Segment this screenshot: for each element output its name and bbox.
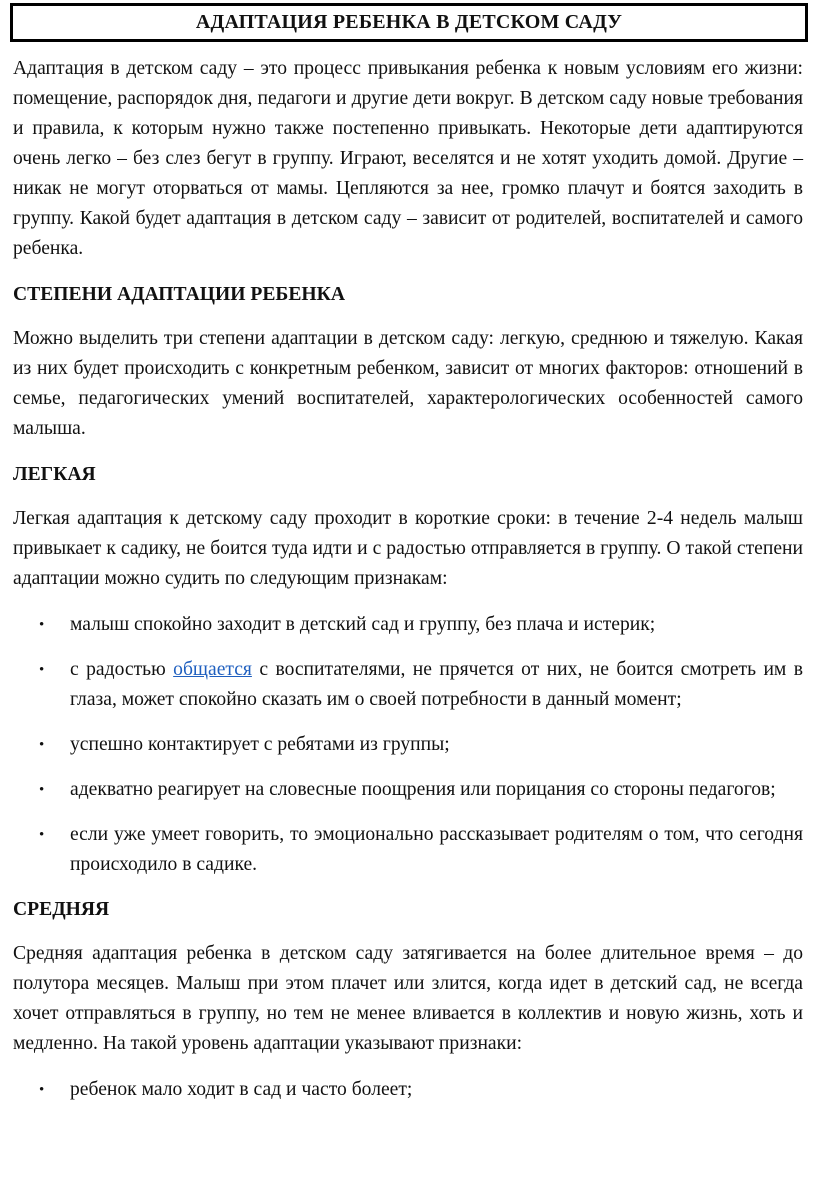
bullet-icon: •	[39, 662, 45, 678]
list-item	[13, 775, 803, 805]
list-item	[13, 820, 803, 880]
medium-paragraph: Средняя адаптация ребенка в детском саду затягивается на более длительное время – до полутора месяцев. Малыш при этом плачет или злится, когда идет в детский сад, не всегда хочет отправляться в группу, но тем не менее вливается в коллектив и новую жизнь, хоть и медленно. На такой уровень адаптации указывают признаки:	[13, 943, 803, 1054]
degrees-paragraph: Можно выделить три степени адаптации в детском саду: легкую, среднюю и тяжелую. Какая из них будет происходить с конкретным ребенком, зависит от многих факторов: отношений в семье, педагогических умений воспитателей, характерологических особенностей самого малыша.	[13, 328, 803, 439]
bullet-icon: •	[39, 827, 45, 843]
bullet-icon: •	[39, 737, 45, 753]
list-item-text-suffix: с воспитателями, не прячется от них, не боится смотреть им в глаза, может спокойно сказать им о своей потребности в данный момент;	[70, 659, 804, 710]
list-item	[13, 1075, 803, 1105]
list-item-text: ребенок мало ходит в сад и часто болеет;	[70, 1079, 413, 1100]
intro-paragraph: Адаптация в детском саду – это процесс привыкания ребенка к новым условиям его жизни: помещение, распорядок дня, педагоги и другие дети вокруг. В детском саду новые требования и правила, к которым нужно также постепенно привыкать. Некоторые дети адаптируются очень легко – без слез бегут в группу. Играют, веселятся и не хотят уходить домой. Другие – никак не могут оторваться от мамы. Цепляются за нее, громко плачут и боятся заходить в группу. Какой будет адаптация в детском саду – зависит от родителей, воспитателей и самого ребенка.	[13, 58, 803, 259]
list-item-text: успешно контактирует с ребятами из группы;	[70, 734, 450, 755]
list-item-text: если уже умеет говорить, то эмоционально рассказывает родителям о том, что сегодня происходило в садике.	[70, 824, 803, 875]
list-item-text-prefix: с радостью	[70, 659, 174, 680]
easy-paragraph: Легкая адаптация к детскому саду проходит в короткие сроки: в течение 2-4 недель малыш привыкает к садику, не боится туда идти и с радостью отправляется в группу. О такой степени адаптации можно судить по следующим признакам:	[13, 508, 803, 589]
communicates-link[interactable]: общается	[173, 659, 252, 680]
title-box	[10, 3, 808, 42]
bullet-icon: •	[39, 1082, 45, 1098]
document-body	[13, 54, 803, 1120]
easy-signs-list	[13, 610, 803, 880]
degrees-heading: СТЕПЕНИ АДАПТАЦИИ РЕБЕНКА	[13, 284, 346, 305]
list-item-text: малыш спокойно заходит в детский сад и группу, без плача и истерик;	[70, 614, 656, 635]
medium-signs-list	[13, 1075, 803, 1105]
list-item-text: адекватно реагирует на словесные поощрения или порицания со стороны педагогов;	[70, 779, 776, 800]
easy-heading: ЛЕГКАЯ	[13, 464, 96, 485]
medium-heading: СРЕДНЯЯ	[13, 899, 110, 920]
bullet-icon: •	[39, 617, 45, 633]
bullet-icon: •	[39, 782, 45, 798]
list-item	[13, 610, 803, 640]
list-item	[13, 730, 803, 760]
list-item	[13, 655, 803, 715]
page-title: АДАПТАЦИЯ РЕБЕНКА В ДЕТСКОМ САДУ	[195, 11, 623, 33]
